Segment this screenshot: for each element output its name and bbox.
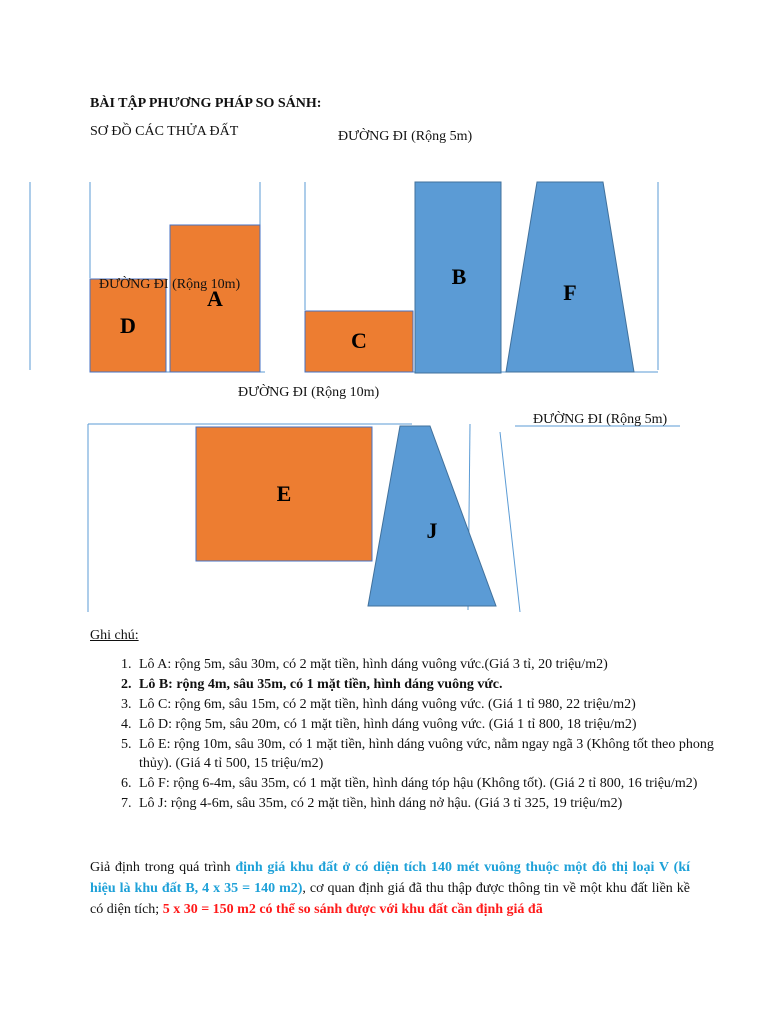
paragraph-highlight-blue: định giá khu đất ở có diện tích 140 mét vuông thuộc một đô thị loại V (kí hiệu là khu đất B, 4 x 35 = 140 m2) — [90, 860, 690, 896]
lot-d-label: D — [120, 313, 136, 338]
list-item: 3. Lô C: rộng 6m, sâu 15m, có 2 mặt tiền, hình dáng vuông vức. (Giá 1 tỉ 980, 22 triệu/m2) — [135, 695, 725, 714]
lot-j-label: J — [426, 518, 438, 543]
road-label-top-right: ĐƯỜNG ĐI (Rộng 5m) — [338, 129, 473, 144]
road-line — [500, 432, 520, 612]
lot-b-label: B — [451, 264, 467, 289]
list-item: 4. Lô D: rộng 5m, sâu 20m, có 1 mặt tiền, hình dáng vuông vức. (Giá 1 tỉ 800, 18 triệu/m2) — [135, 715, 725, 734]
road-label-left-middle: ĐƯỜNG ĐI (Rộng 10m) — [99, 277, 241, 292]
list-item: 1. Lô A: rộng 5m, sâu 30m, có 2 mặt tiền, hình dáng vuông vức.(Giá 3 tỉ, 20 triệu/m2) — [135, 655, 725, 674]
document-title: BÀI TẬP PHƯƠNG PHÁP SO SÁNH: — [90, 96, 322, 111]
paragraph-highlight-red: 5 x 30 = 150 m2 có thể so sánh được với khu đất cần định giá đã — [162, 902, 543, 917]
road-label-center: ĐƯỜNG ĐI (Rộng 10m) — [238, 385, 380, 400]
assumption-paragraph — [90, 857, 690, 920]
lot-c-label: C — [351, 328, 367, 353]
list-item: 6. Lô F: rộng 6-4m, sâu 35m, có 1 mặt tiền, hình dáng tóp hậu (Không tốt). (Giá 2 tỉ 800, 16 triệu/m2) — [135, 774, 725, 793]
lot-a-label: A — [207, 286, 223, 311]
lot-e-label: E — [276, 481, 292, 506]
lot-j — [368, 426, 496, 606]
list-item: 7. Lô J: rộng 4-6m, sâu 35m, có 2 mặt tiền, hình dáng nở hậu. (Giá 3 tỉ 325, 19 triệu/m2) — [135, 794, 725, 813]
lot-f — [506, 182, 634, 372]
road-label-right-lower: ĐƯỜNG ĐI (Rộng 5m) — [533, 412, 668, 427]
notes-heading: Ghi chú: — [90, 628, 139, 643]
paragraph-text: , cơ quan định giá đã thu thập được thông tin về một khu đất liền kề có diện tích; — [90, 881, 690, 917]
notes-list — [90, 655, 725, 814]
paragraph-text: Giả định trong quá trình — [90, 860, 236, 875]
lot-f-label: F — [563, 280, 577, 305]
diagram-subtitle: SƠ ĐỒ CÁC THỬA ĐẤT — [90, 124, 239, 139]
list-item: 5. Lô E: rộng 10m, sâu 30m, có 1 mặt tiền, hình dáng vuông vức, nằm ngay ngã 3 (Không tốt theo phong thủy). (Giá 4 tỉ 500, 15 triệu/m2) — [135, 735, 725, 773]
list-item: 2. Lô B: rộng 4m, sâu 35m, có 1 mặt tiền, hình dáng vuông vức. — [135, 675, 725, 694]
